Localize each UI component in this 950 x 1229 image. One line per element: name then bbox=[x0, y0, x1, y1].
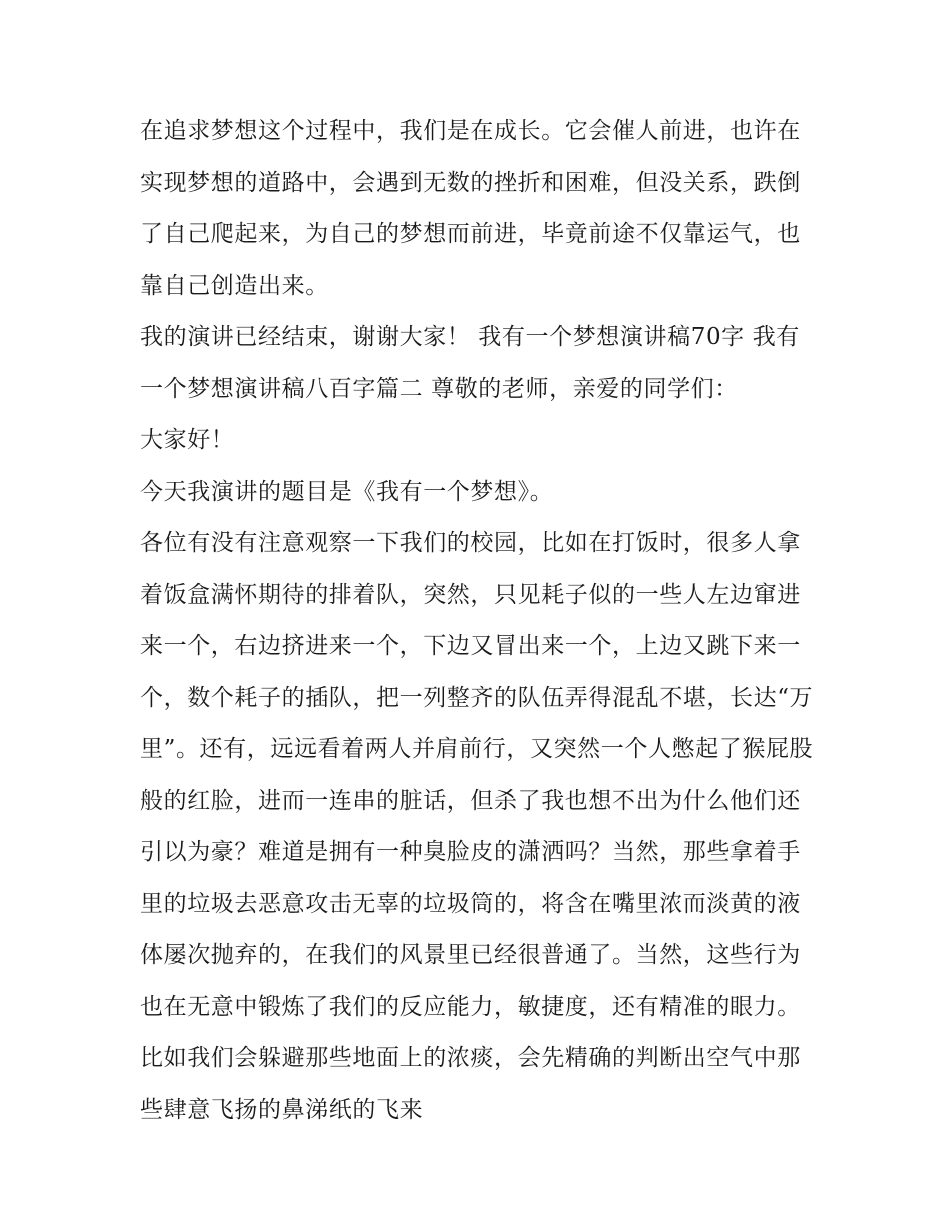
paragraph-dream-growth: 在追求梦想这个过程中，我们是在成长。它会催人前进，也许在实现梦想的道路中，会遇到无数的挫折和困难，但没关系，跌倒了自己爬起来，为自己的梦想而前进，毕竟前途不仅靠运气，也靠自己创造出来。 bbox=[140, 118, 801, 299]
paragraph-campus-observation: 各位有没有注意观察一下我们的校园，比如在打饭时，很多人拿着饭盒满怀期待的排着队，突然，只见耗子似的一些人左边窜进来一个，右边挤进来一个，下边又冒出来一个，上边又跳下来一个，数个耗子的插队，把一列整齐的队伍弄得混乱不堪，长达“万里”。还有，远远看着两人并肩前行，又突然一个人憋起了猴屁股般的红脸，进而一连串的脏话，但杀了我也想不出为什么他们还引以为豪？难道是拥有一种臭脸皮的潇洒吗？当然，那些拿着手里的垃圾去恶意攻击无辜的垃圾筒的，将含在嘴里浓而淡黄的液体屡次抛弃的，在我们的风景里已经很普通了。当然，这些行为也在无意中锻炼了我们的反应能力，敏捷度，还有精准的眼力。比如我们会躲避那些地面上的浓痰，会先精确的判断出空气中那些肆意飞扬的鼻涕纸的飞来 bbox=[140, 530, 814, 1123]
paragraph-speech-end: 我的演讲已经结束，谢谢大家！ 我有一个梦想演讲稿70字 我有一个梦想演讲稿八百字篇二 尊敬的老师，亲爱的同学们： bbox=[140, 324, 800, 402]
document-body bbox=[140, 106, 816, 1136]
paragraph-greeting: 大家好！ bbox=[140, 427, 235, 453]
paragraph-topic: 今天我演讲的题目是《我有一个梦想》。 bbox=[140, 478, 554, 505]
